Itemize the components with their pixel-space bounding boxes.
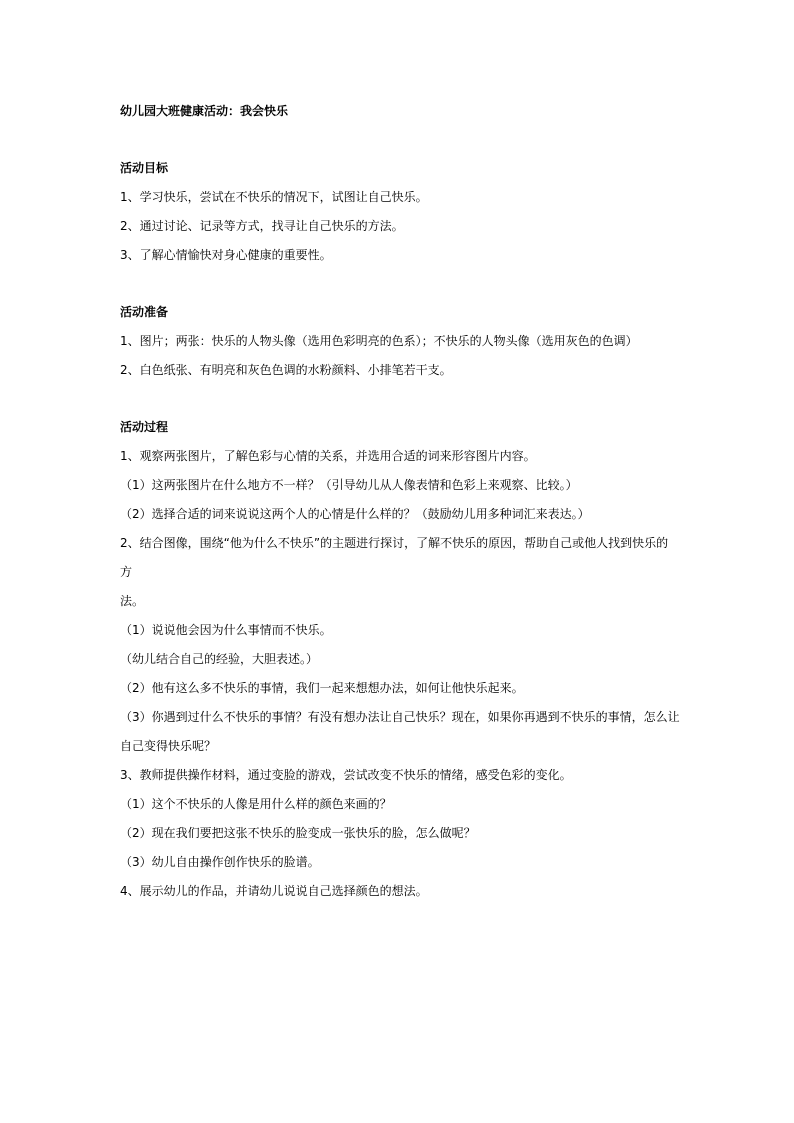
- section-preparation: [120, 298, 680, 385]
- section-goals: [120, 154, 680, 270]
- goal-line-1: 1、学习快乐，尝试在不快乐的情况下，试图让自己快乐。: [120, 190, 428, 204]
- section-process: [120, 413, 680, 906]
- process-line-8: （2）他有这么多不快乐的事情，我们一起来想想办法，如何让他快乐起来。: [120, 681, 524, 695]
- process-line-14: （3）幼儿自由操作创作快乐的脸谱。: [120, 855, 320, 869]
- process-line-6: （1）说说他会因为什么事情而不快乐。: [120, 623, 332, 637]
- process-line-1: 1、观察两张图片，了解色彩与心情的关系，并选用合适的词来形容图片内容。: [120, 449, 536, 463]
- process-line-4: 2、结合图像，围绕“他为什么不快乐”的主题进行探讨，了解不快乐的原因，帮助自己或他人找到快乐的方: [120, 536, 669, 579]
- goal-line-2: 2、通过讨论、记录等方式，找寻让自己快乐的方法。: [120, 219, 404, 233]
- document-body: [120, 96, 680, 906]
- section-gap: [120, 270, 680, 298]
- process-line-13: （2）现在我们要把这张不快乐的脸变成一张快乐的脸，怎么做呢？: [120, 826, 476, 840]
- process-line-15: 4、展示幼儿的作品，并请幼儿说说自己选择颜色的想法。: [120, 884, 428, 898]
- process-line-10: 自己变得快乐呢？: [120, 739, 217, 753]
- section-heading-preparation: 活动准备: [120, 305, 169, 319]
- section-heading-process: 活动过程: [120, 420, 169, 434]
- process-line-5: 法。: [120, 594, 145, 608]
- process-line-3: （2）选择合适的词来说说这两个人的心情是什么样的？（鼓励幼儿用多种词汇来表达。）: [120, 507, 590, 521]
- process-line-9: （3）你遇到过什么不快乐的事情？有没有想办法让自己快乐？现在，如果你再遇到不快乐的事情，怎么让: [120, 710, 680, 724]
- process-line-11: 3、教师提供操作材料，通过变脸的游戏，尝试改变不快乐的情绪，感受色彩的变化。: [120, 768, 572, 782]
- preparation-line-2: 2、白色纸张、有明亮和灰色色调的水粉颜料、小排笔若干支。: [120, 363, 452, 377]
- process-line-7: （幼儿结合自己的经验，大胆表述。）: [120, 652, 319, 666]
- section-gap: [120, 126, 680, 154]
- goal-line-3: 3、了解心情愉快对身心健康的重要性。: [120, 248, 332, 262]
- preparation-line-1: 1、图片；两张：快乐的人物头像（选用色彩明亮的色系）；不快乐的人物头像（选用灰色的色调）: [120, 334, 638, 348]
- section-heading-goals: 活动目标: [120, 161, 169, 175]
- process-line-2: （1）这两张图片在什么地方不一样？（引导幼儿从人像表情和色彩上来观察、比较。）: [120, 478, 578, 492]
- document-title: 幼儿园大班健康活动：我会快乐: [120, 104, 289, 118]
- process-line-12: （1）这个不快乐的人像是用什么样的颜色来画的？: [120, 797, 392, 811]
- section-gap: [120, 385, 680, 413]
